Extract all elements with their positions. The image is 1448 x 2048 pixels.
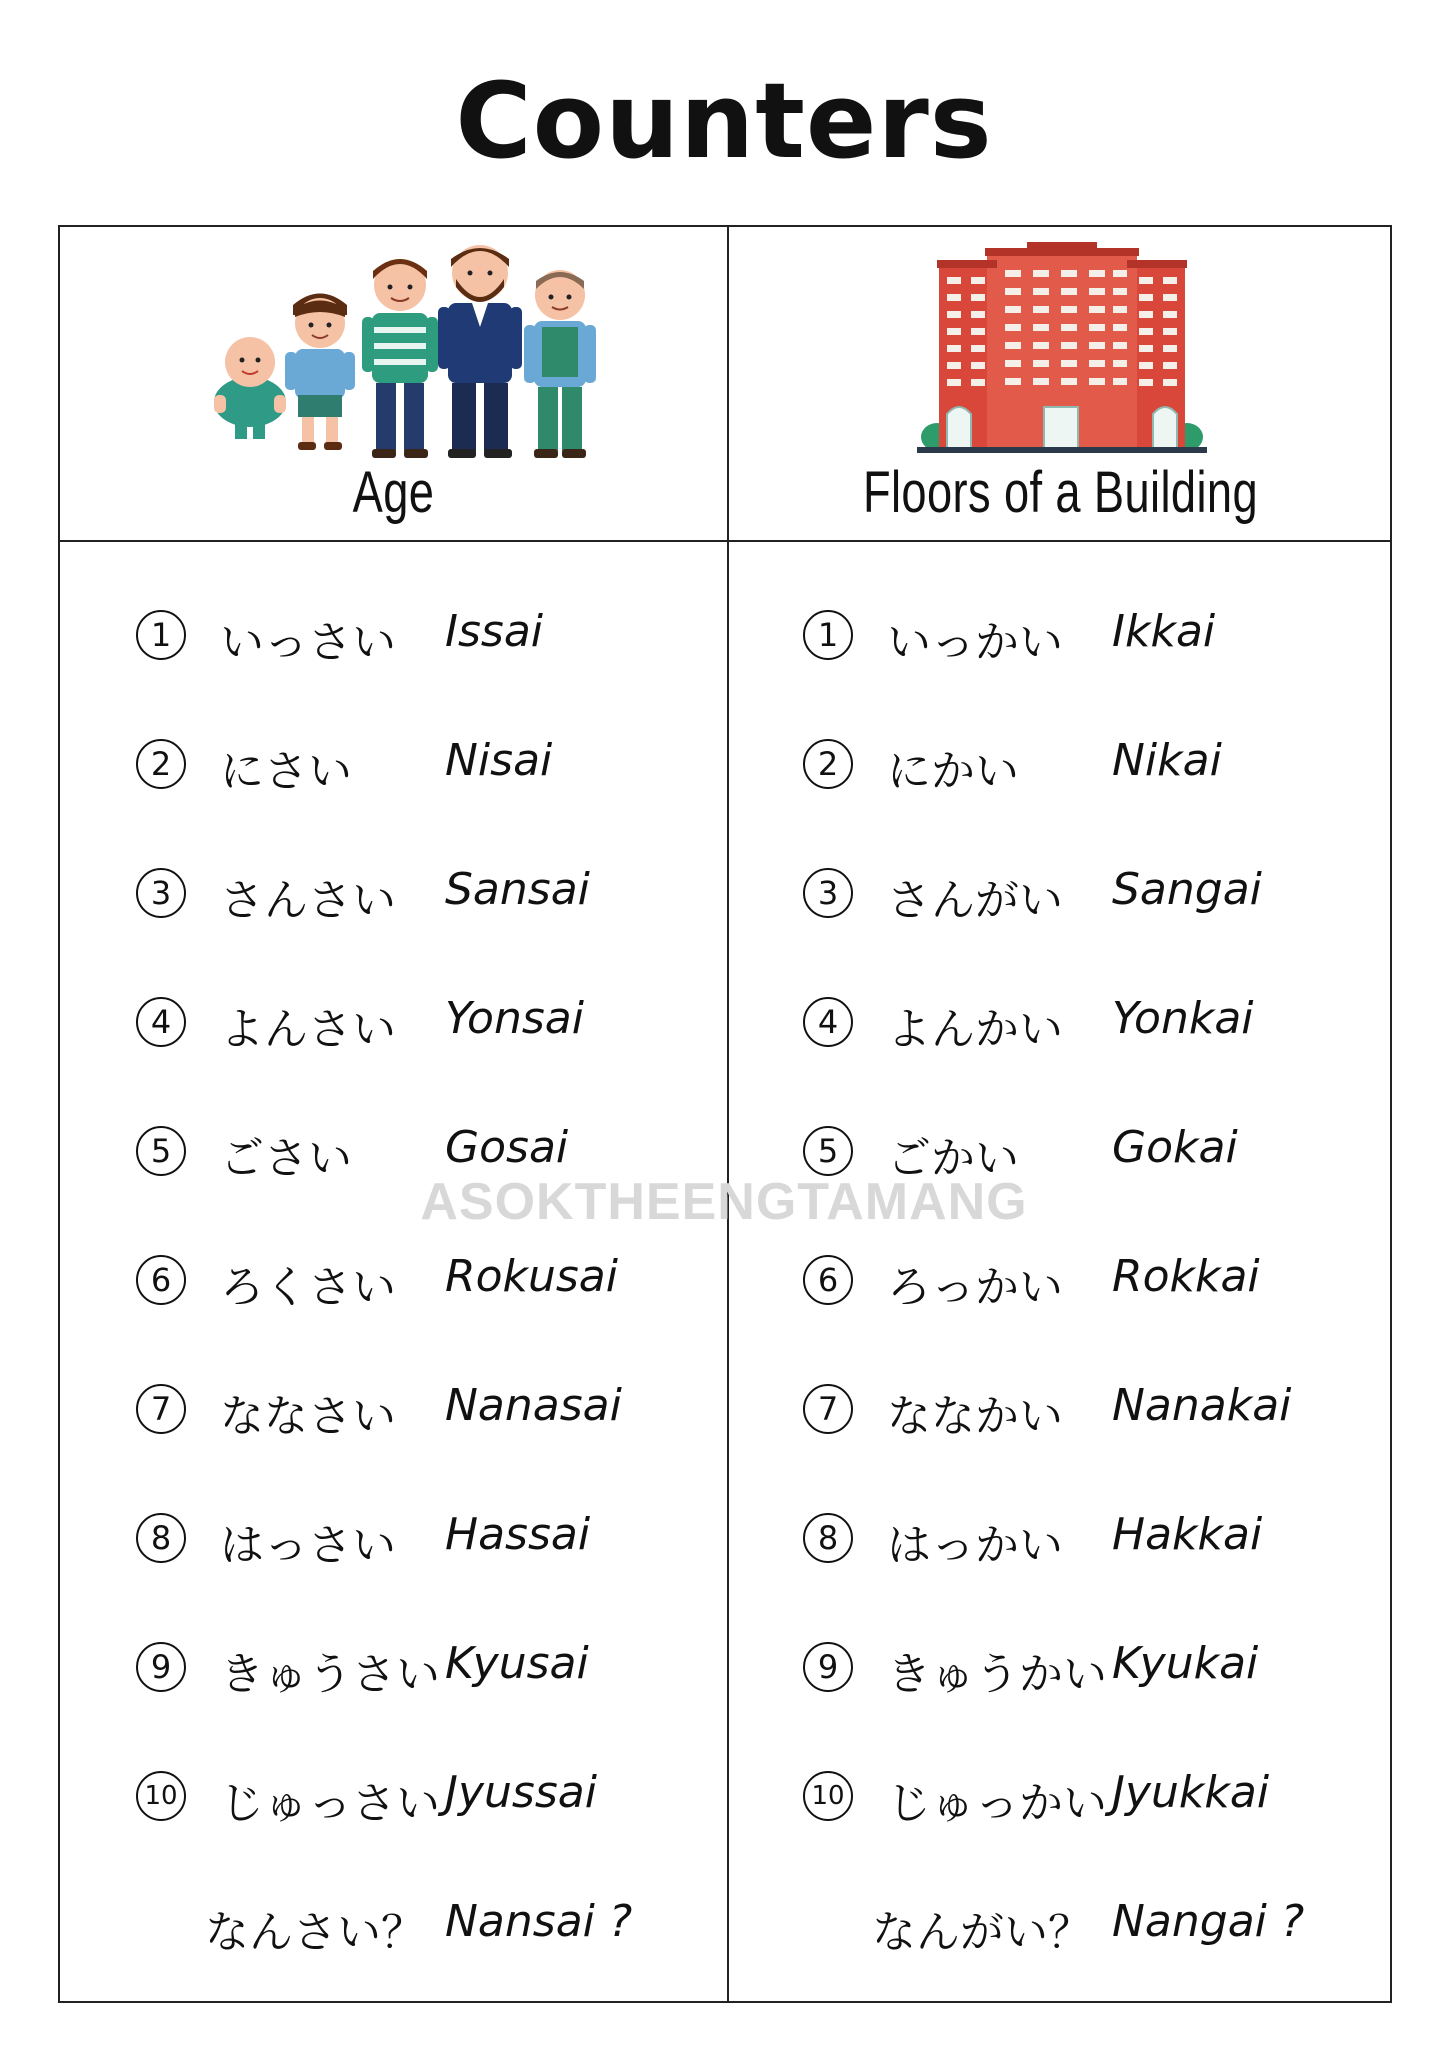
- question-hiragana: なんさい？: [205, 1907, 425, 1958]
- circled-number: 10: [803, 1771, 853, 1821]
- child-figure: [285, 294, 355, 451]
- question-hiragana: なんがい？: [872, 1907, 1092, 1958]
- baby-figure: [214, 337, 286, 439]
- age-header-label: Age: [352, 460, 435, 525]
- list-item: [727, 1251, 1394, 1355]
- hiragana-reading: にかい: [887, 746, 1019, 797]
- hiragana-reading: にさい: [220, 746, 352, 797]
- circled-number: 2: [136, 739, 186, 789]
- circled-number: 7: [136, 1384, 186, 1434]
- floors-header-cell: [727, 227, 1394, 540]
- adult-figure: [438, 245, 522, 458]
- romaji-reading: Nanakai: [1112, 1380, 1292, 1431]
- list-item: [60, 1509, 727, 1613]
- romaji-reading: Sansai: [445, 864, 590, 915]
- age-header-cell: [60, 227, 727, 540]
- family-age-illustration: [190, 237, 610, 467]
- senior-figure: [524, 270, 596, 458]
- romaji-reading: Nisai: [445, 735, 553, 786]
- list-item: [727, 1380, 1394, 1484]
- list-item: [727, 993, 1394, 1097]
- circled-number: 6: [803, 1255, 853, 1305]
- list-item: [727, 735, 1394, 839]
- romaji-reading: Hassai: [445, 1509, 591, 1560]
- list-item: [60, 1251, 727, 1355]
- hiragana-reading: ななかい: [887, 1391, 1063, 1442]
- romaji-reading: Jyukkai: [1112, 1767, 1270, 1818]
- romaji-reading: Sangai: [1112, 864, 1262, 915]
- romaji-reading: Issai: [445, 606, 544, 657]
- hiragana-reading: じゅっかい: [887, 1778, 1107, 1829]
- romaji-reading: Ikkai: [1112, 606, 1216, 657]
- romaji-reading: Kyukai: [1112, 1638, 1259, 1689]
- question-row: [727, 1896, 1394, 2000]
- romaji-reading: Rokusai: [445, 1251, 618, 1302]
- hiragana-reading: きゅうさい: [220, 1649, 440, 1700]
- romaji-reading: Kyusai: [445, 1638, 589, 1689]
- list-item: [727, 1638, 1394, 1742]
- list-item: [60, 735, 727, 839]
- floors-header-label: Floors of a Building: [862, 460, 1259, 525]
- romaji-reading: Yonsai: [445, 993, 584, 1044]
- circled-number: 3: [803, 868, 853, 918]
- list-item: [60, 993, 727, 1097]
- hiragana-reading: さんがい: [887, 875, 1063, 926]
- circled-number: 10: [136, 1771, 186, 1821]
- hiragana-reading: じゅっさい: [220, 1778, 440, 1829]
- circled-number: 1: [803, 610, 853, 660]
- hiragana-reading: ごかい: [887, 1133, 1019, 1184]
- page-title: Counters: [455, 60, 993, 182]
- hiragana-reading: ろくさい: [220, 1262, 396, 1313]
- question-romaji: Nangai ?: [1112, 1896, 1305, 1947]
- teen-figure: [362, 259, 438, 458]
- circled-number: 4: [136, 997, 186, 1047]
- list-item: [60, 1380, 727, 1484]
- hiragana-reading: ななさい: [220, 1391, 396, 1442]
- circled-number: 1: [136, 610, 186, 660]
- romaji-reading: Gokai: [1112, 1122, 1238, 1173]
- list-item: [727, 606, 1394, 710]
- romaji-reading: Yonkai: [1112, 993, 1254, 1044]
- circled-number: 5: [803, 1126, 853, 1176]
- counters-table: [58, 225, 1392, 2003]
- circled-number: 4: [803, 997, 853, 1047]
- circled-number: 6: [136, 1255, 186, 1305]
- circled-number: 2: [803, 739, 853, 789]
- circled-number: 8: [136, 1513, 186, 1563]
- hiragana-reading: いっさい: [220, 617, 396, 668]
- header-divider: [60, 540, 1390, 542]
- circled-number: 5: [136, 1126, 186, 1176]
- building-illustration: [917, 242, 1207, 457]
- list-item: [727, 1509, 1394, 1613]
- romaji-reading: Nikai: [1112, 735, 1222, 786]
- question-romaji: Nansai ?: [445, 1896, 633, 1947]
- romaji-reading: Jyussai: [445, 1767, 597, 1818]
- hiragana-reading: よんかい: [887, 1004, 1063, 1055]
- hiragana-reading: さんさい: [220, 875, 396, 926]
- list-item: [727, 1767, 1394, 1871]
- circled-number: 9: [136, 1642, 186, 1692]
- romaji-reading: Nanasai: [445, 1380, 622, 1431]
- list-item: [60, 606, 727, 710]
- romaji-reading: Hakkai: [1112, 1509, 1263, 1560]
- circled-number: 8: [803, 1513, 853, 1563]
- list-item: [60, 1767, 727, 1871]
- hiragana-reading: きゅうかい: [887, 1649, 1107, 1700]
- watermark: ASOKTHEENGTAMANG: [420, 1173, 1028, 1231]
- romaji-reading: Gosai: [445, 1122, 569, 1173]
- hiragana-reading: はっさい: [220, 1520, 396, 1571]
- hiragana-reading: はっかい: [887, 1520, 1063, 1571]
- hiragana-reading: ごさい: [220, 1133, 352, 1184]
- list-item: [60, 1638, 727, 1742]
- hiragana-reading: よんさい: [220, 1004, 396, 1055]
- circled-number: 3: [136, 868, 186, 918]
- list-item: [727, 864, 1394, 968]
- romaji-reading: Rokkai: [1112, 1251, 1260, 1302]
- list-item: [60, 864, 727, 968]
- circled-number: 7: [803, 1384, 853, 1434]
- circled-number: 9: [803, 1642, 853, 1692]
- question-row: [60, 1896, 727, 2000]
- hiragana-reading: ろっかい: [887, 1262, 1063, 1313]
- hiragana-reading: いっかい: [887, 617, 1063, 668]
